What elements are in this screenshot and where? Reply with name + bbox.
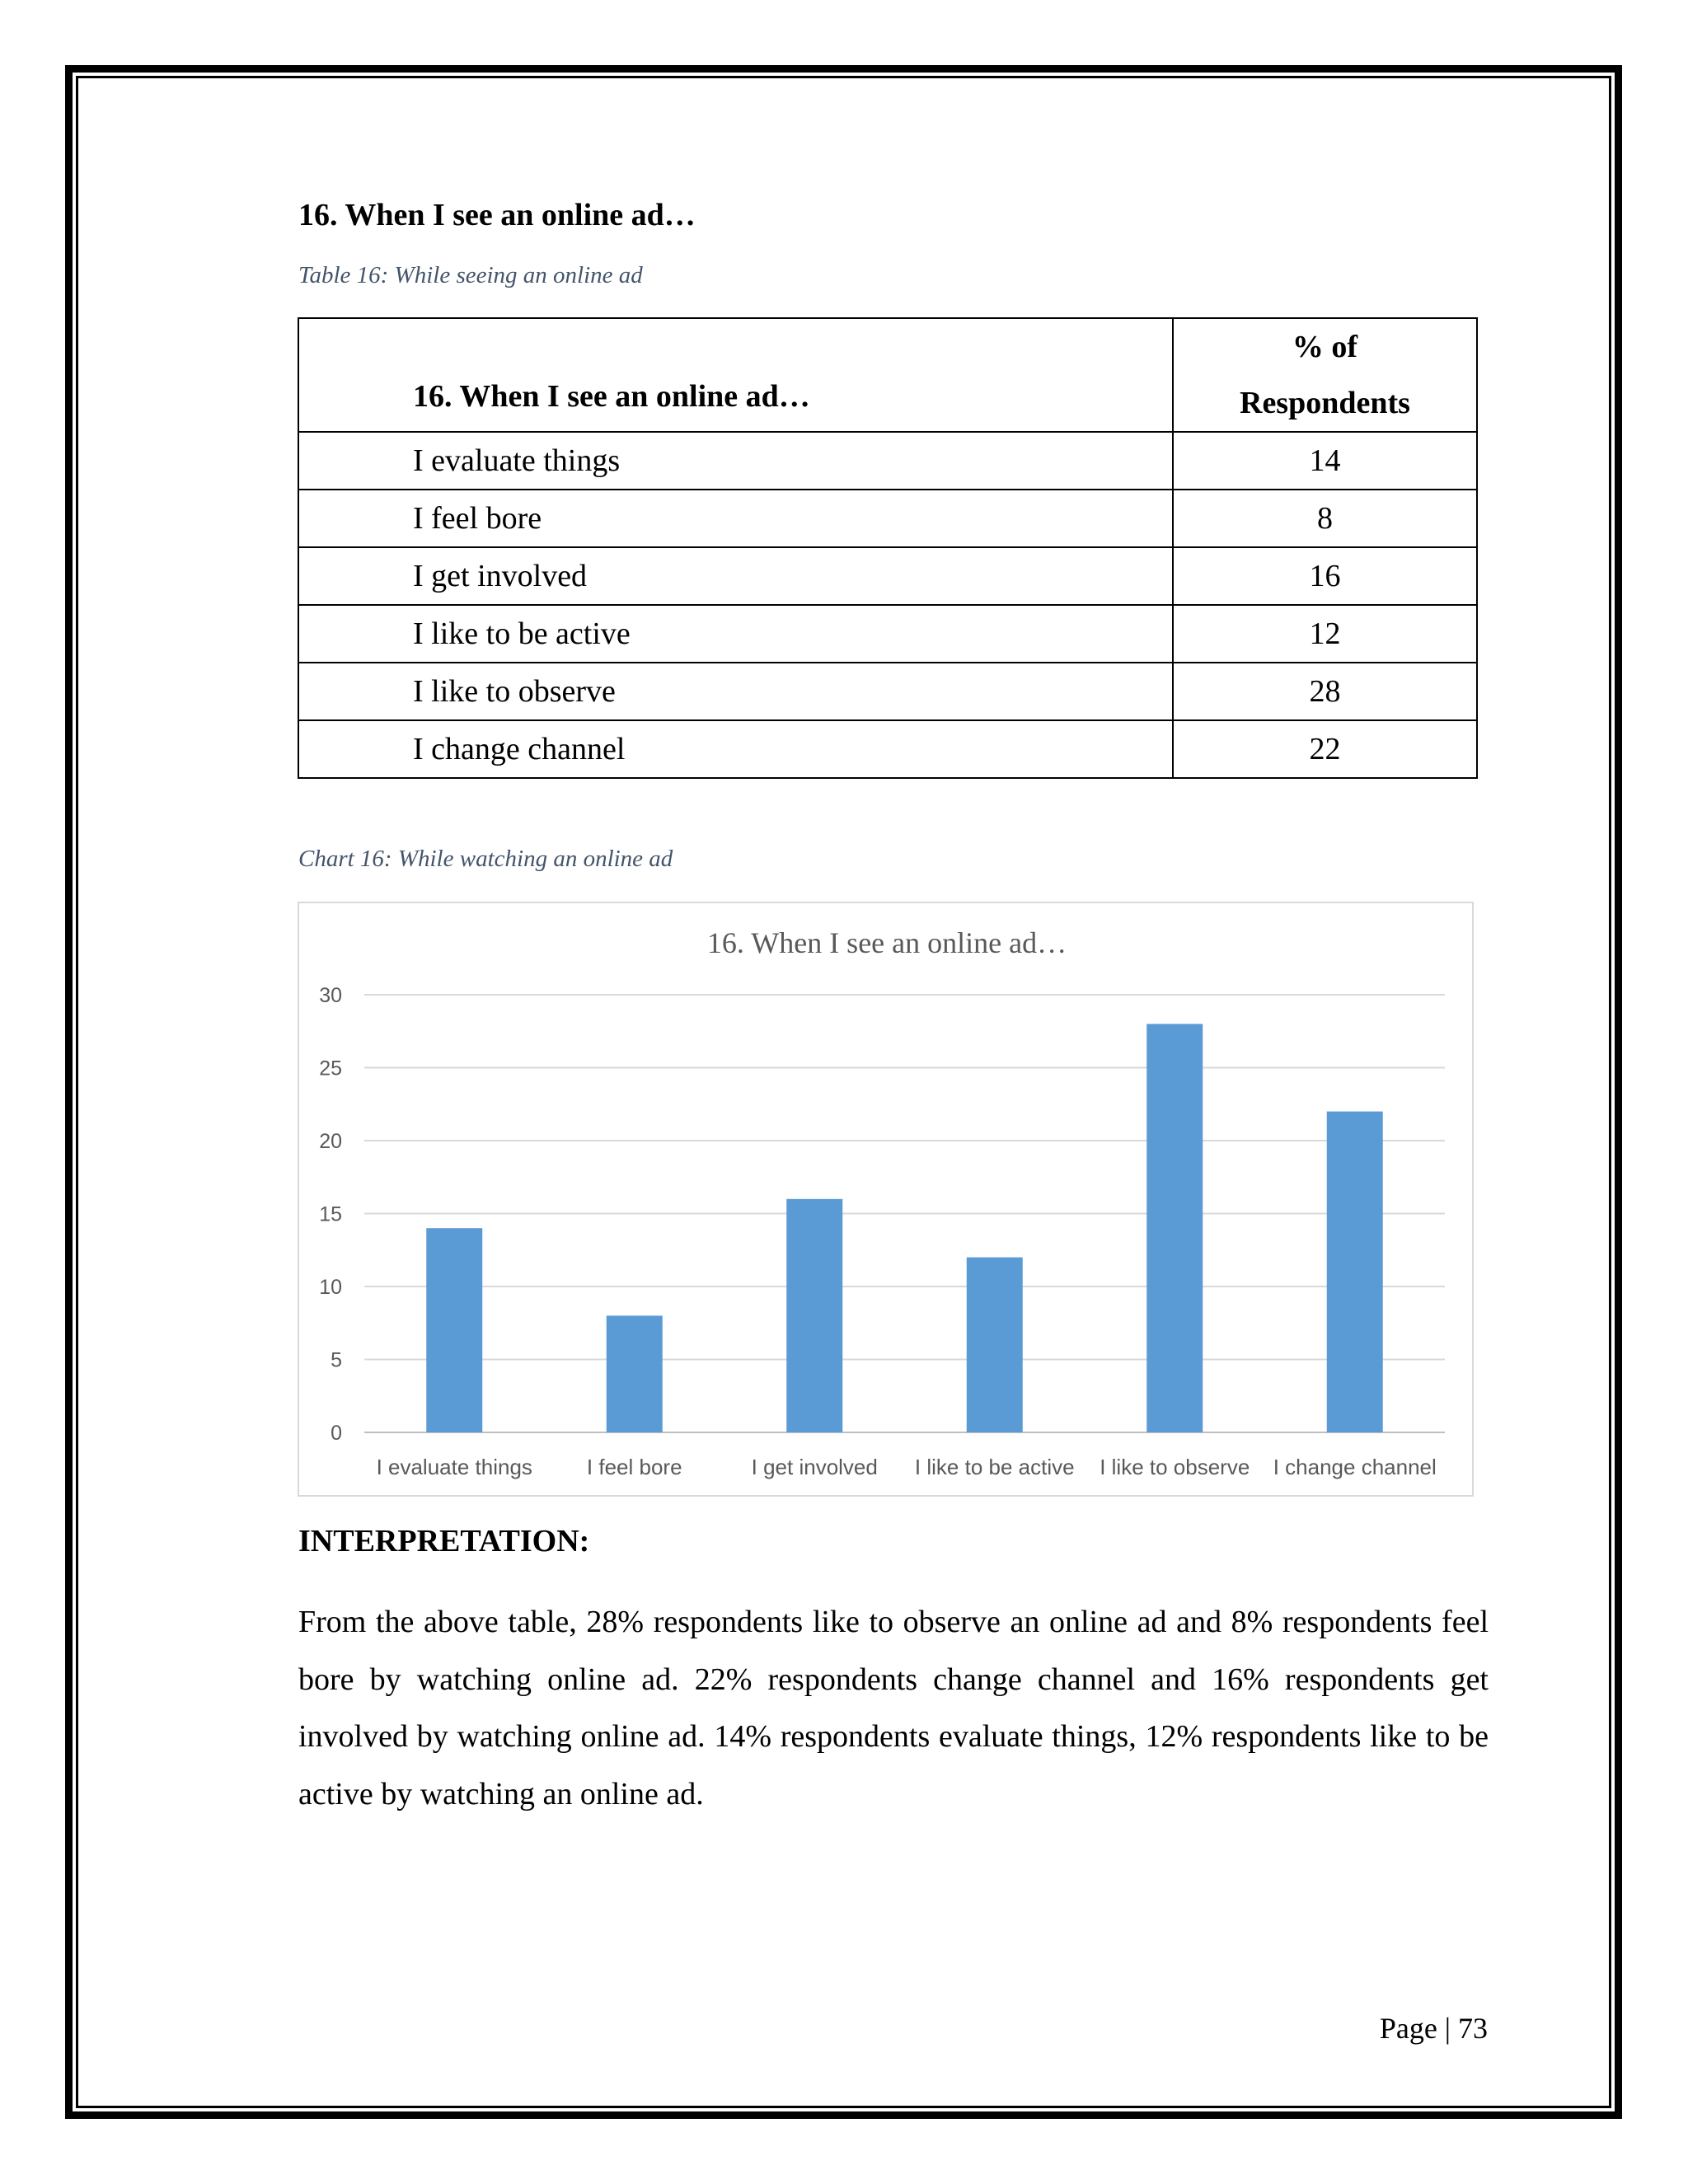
y-tick-label: 20: [319, 1130, 342, 1153]
table-cell-label: I get involved: [298, 547, 1173, 605]
x-tick-label: I evaluate things: [376, 1455, 532, 1479]
header-line-1: % of: [1292, 330, 1358, 364]
y-tick-label: 0: [331, 1422, 342, 1445]
table-cell-value: 14: [1173, 432, 1477, 490]
page-number: Page | 73: [1379, 2012, 1488, 2045]
table-cell-label: I change channel: [298, 720, 1173, 778]
interpretation-title: INTERPRETATION:: [298, 1524, 590, 1558]
table-header-question: 16. When I see an online ad…: [298, 318, 1173, 432]
responses-table: [298, 317, 1478, 779]
interpretation-text: From the above table, 28% respondents like to observe an online ad and 8% respondents feel bore by watching online ad. 22% respondents change channel and 16% respondents get involved by watching online ad. 14% respondents evaluate things, 12% respondents like to be active by watching an online ad.: [298, 1605, 1489, 1811]
x-tick-label: I like to observe: [1100, 1455, 1250, 1479]
table-cell-value: 12: [1173, 605, 1477, 663]
bar: [1327, 1112, 1383, 1432]
table-cell-label: I feel bore: [298, 490, 1173, 547]
table-cell-value: 22: [1173, 720, 1477, 778]
table-cell-label: I like to be active: [298, 605, 1173, 663]
y-tick-label: 10: [319, 1276, 342, 1299]
chart-caption: Chart 16: While watching an online ad: [298, 846, 673, 872]
bar: [426, 1228, 482, 1432]
x-tick-label: I change channel: [1273, 1455, 1437, 1479]
table-row: [298, 432, 1477, 490]
table-cell-label: I like to observe: [298, 663, 1173, 720]
table-cell-value: 16: [1173, 547, 1477, 605]
table-row: [298, 605, 1477, 663]
table-cell-value: 28: [1173, 663, 1477, 720]
y-tick-label: 25: [319, 1057, 342, 1080]
bar: [607, 1315, 663, 1432]
x-tick-label: I get involved: [751, 1455, 878, 1479]
y-tick-label: 5: [331, 1348, 342, 1372]
table-row: [298, 547, 1477, 605]
table-row: [298, 490, 1477, 547]
x-tick-label: I like to be active: [914, 1455, 1075, 1479]
bar: [786, 1199, 842, 1432]
x-tick-label: I feel bore: [586, 1455, 682, 1479]
bar-chart: [298, 902, 1474, 1497]
header-line-2: Respondents: [1240, 386, 1410, 420]
chart-title: 16. When I see an online ad…: [706, 926, 1067, 959]
table-header-percent: [1173, 318, 1477, 432]
bar: [967, 1258, 1023, 1432]
table-cell-label: I evaluate things: [298, 432, 1173, 490]
table-caption: Table 16: While seeing an online ad: [298, 262, 643, 288]
y-tick-label: 15: [319, 1202, 342, 1226]
section-heading: 16. When I see an online ad…: [298, 198, 696, 232]
table-cell-value: 8: [1173, 490, 1477, 547]
table-row: [298, 720, 1477, 778]
table-row: [298, 663, 1477, 720]
chart-svg: [299, 903, 1475, 1498]
bar: [1146, 1024, 1203, 1432]
y-tick-label: 30: [319, 984, 342, 1007]
table-header-row: [298, 318, 1477, 432]
